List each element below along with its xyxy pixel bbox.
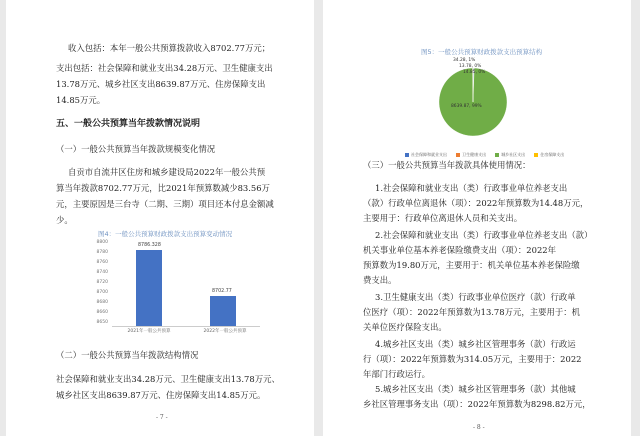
page-number: - 8 - — [473, 424, 485, 431]
pie-chart-figure — [393, 46, 573, 157]
bar-chart-figure — [86, 228, 264, 340]
expense-line-2: 13.78万元、城乡社区支出8639.87万元、住房保障支出 — [56, 79, 266, 89]
y-tick-label: 8760 — [96, 260, 108, 265]
item-line: 1.社会保障和就业支出（类）行政事业单位养老支出 — [375, 183, 568, 193]
para1-line-4: 少。 — [56, 215, 73, 225]
pie-slice-label: 34.28, 1% — [453, 58, 476, 63]
right-page — [323, 0, 631, 436]
legend-label: 社会保障和就业支出 — [411, 152, 447, 157]
item-line: 预算数为19.80万元，主要用于：机关单位基本养老保险缴 — [363, 260, 580, 270]
legend-swatch — [405, 153, 409, 157]
bar-2021 — [136, 250, 162, 326]
x-tick-label: 2022年一般公共预算 — [203, 329, 247, 334]
expense-line-1: 支出包括：社会保障和就业支出34.28万元、卫生健康支出 — [56, 63, 273, 73]
legend-swatch — [456, 153, 460, 157]
item-line: 位医疗（项）：2022年预算数为13.78万元，主要用于：机 — [363, 307, 580, 317]
item-line: 主要用于：行政单位离退休人员和关支出。 — [363, 213, 523, 223]
expense-line-3: 14.85万元。 — [56, 95, 106, 105]
x-tick-label: 2021年一般公共预算 — [127, 329, 171, 334]
item-line: （款）行政单位离退休（项）：2022年预算数为14.48万元， — [363, 198, 589, 208]
y-tick-label: 8650 — [96, 320, 108, 325]
section-heading: 五、一般公共预算当年拨款情况说明 — [56, 119, 201, 129]
bar-plot-area — [112, 242, 260, 327]
para1-line-2: 算当年拨款8702.77万元，比2021年预算数减少83.56万 — [56, 183, 270, 193]
item-line: 行（项）：2022年预算数为314.05万元，主要用于：2022 — [363, 354, 582, 364]
legend-item — [534, 152, 564, 158]
y-tick-label: 8740 — [96, 270, 108, 275]
subheading-3: （三）一般公共预算当年拨款具体使用情况： — [363, 160, 531, 170]
legend-label: 卫生健康支出 — [462, 152, 487, 157]
pie-slice-label: 14.85, 0% — [463, 70, 486, 75]
item-line: 4.城乡社区支出（类）城乡社区管理事务（款）行政运 — [375, 339, 576, 349]
legend-label: 城乡社区支出 — [501, 152, 526, 157]
item-line: 乡社区管理事务支出（项）：2022年预算数为8298.82万元， — [363, 399, 591, 409]
income-line: 收入包括：本年一般公共预算拨款收入8702.77万元； — [68, 43, 271, 53]
y-tick-label: 8700 — [96, 290, 108, 295]
y-tick-label: 8800 — [96, 240, 108, 245]
legend-item — [456, 152, 486, 158]
pie-legend — [405, 142, 568, 161]
legend-label: 住房保障支出 — [540, 152, 565, 157]
bar-2022 — [210, 296, 236, 326]
item-line: 3.卫生健康支出（类）行政事业单位医疗（款）行政单 — [375, 292, 576, 302]
para1-line-1: 自贡市自流井区住房和城乡建设局2022年一般公共预 — [68, 167, 266, 177]
pie-chart-title: 图5：一般公共预算财政拨款支出预算结构 — [421, 48, 543, 56]
y-tick-label: 8660 — [96, 310, 108, 315]
pie-slice-label: 8639.87, 99% — [451, 104, 482, 109]
y-axis — [86, 240, 108, 326]
bar-value-label: 8702.77 — [212, 289, 232, 295]
item-line: 机关事业单位基本养老保险缴费支出（项）：2022年 — [363, 245, 556, 255]
para1-line-3: 元，主要原因是三台寺（二期、三期）项目还本付息金额减 — [56, 199, 274, 209]
y-tick-label: 8720 — [96, 280, 108, 285]
legend-item — [495, 152, 525, 158]
subheading-1: （一）一般公共预算当年拨款规模变化情况 — [56, 144, 216, 154]
y-tick-label: 8780 — [96, 250, 108, 255]
item-line: 关单位医疗保险支出。 — [363, 322, 447, 332]
item-line: 5.城乡社区支出（类）城乡社区管理事务（款）其他城 — [375, 384, 576, 394]
bar-value-label: 8786.328 — [138, 242, 161, 248]
left-page — [6, 0, 314, 436]
bar-chart-title: 图4：一般公共预算财政拨款支出预算变动情况 — [98, 230, 233, 238]
page-number: - 7 - — [156, 414, 168, 421]
item-line: 年部门行政运行。 — [363, 369, 430, 379]
para2-line-1: 社会保障和就业支出34.28万元、卫生健康支出13.78万元、 — [56, 374, 280, 384]
pie-slice-label: 13.78, 0% — [459, 64, 482, 69]
item-line: 费支出。 — [363, 275, 397, 285]
para2-line-2: 城乡社区支出8639.87万元、住房保障支出14.85万元。 — [56, 390, 266, 400]
legend-swatch — [495, 153, 499, 157]
y-tick-label: 8680 — [96, 300, 108, 305]
subheading-2: （二）一般公共预算当年拨款结构情况 — [56, 350, 199, 360]
item-line: 2.社会保障和就业支出（类）行政事业单位养老支出（款） — [375, 230, 593, 240]
legend-swatch — [534, 153, 538, 157]
legend-item — [405, 152, 447, 158]
